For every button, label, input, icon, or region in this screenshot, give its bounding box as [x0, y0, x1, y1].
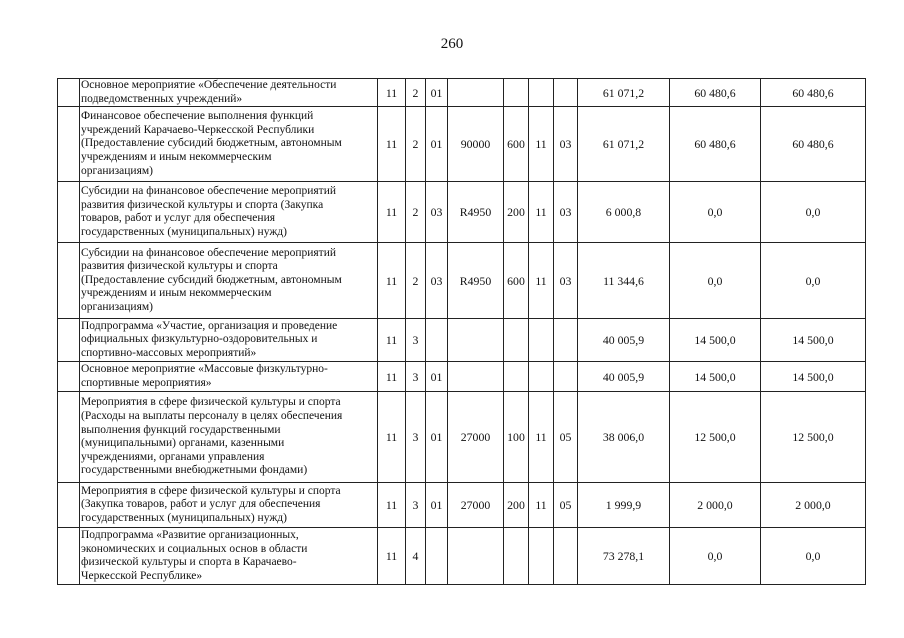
- table-row: [58, 483, 866, 528]
- row-name-cell: [80, 79, 378, 107]
- row-name-line: Подпрограмма «Участие, организация и проведение: [81, 319, 338, 332]
- amount-year1-cell: 40 005,9: [578, 319, 670, 362]
- row-name-cell: [80, 182, 378, 243]
- code-subchapter-cell: 03: [554, 243, 578, 319]
- code-section-cell: 11: [378, 79, 406, 107]
- row-margin-cell: [58, 319, 80, 362]
- row-name-line: учреждениями, органами управления: [81, 450, 265, 463]
- code-expense-type-cell: 200: [504, 182, 529, 243]
- code-program-cell: 01: [426, 483, 448, 528]
- code-expense-type-cell: [504, 79, 529, 107]
- budget-table: [57, 78, 866, 585]
- code-target-cell: 27000: [448, 392, 504, 483]
- code-target-cell: [448, 319, 504, 362]
- code-subsection-cell: 4: [406, 528, 426, 585]
- amount-year2-cell: 60 480,6: [670, 107, 761, 182]
- code-subsection-cell: 2: [406, 243, 426, 319]
- code-subsection-cell: 2: [406, 79, 426, 107]
- code-subsection-cell: 2: [406, 182, 426, 243]
- row-name-line: экономических и социальных основ в области: [81, 542, 308, 555]
- row-name-line: учреждениям и иным некоммерческим: [81, 150, 272, 163]
- amount-year1-cell: 73 278,1: [578, 528, 670, 585]
- row-name-line: Мероприятия в сфере физической культуры и спорта: [81, 484, 341, 497]
- amount-year2-cell: 14 500,0: [670, 319, 761, 362]
- table-row: [58, 243, 866, 319]
- row-name-cell: [80, 392, 378, 483]
- code-chapter-cell: 11: [529, 107, 554, 182]
- code-chapter-cell: 11: [529, 392, 554, 483]
- code-target-cell: [448, 79, 504, 107]
- row-name-line: государственных (муниципальных) нужд): [81, 225, 287, 238]
- amount-year3-cell: 14 500,0: [761, 319, 866, 362]
- row-name-line: Субсидии на финансовое обеспечение мероприятий: [81, 246, 337, 259]
- code-subsection-cell: 3: [406, 319, 426, 362]
- code-expense-type-cell: 100: [504, 392, 529, 483]
- row-margin-cell: [58, 392, 80, 483]
- amount-year2-cell: 14 500,0: [670, 362, 761, 392]
- code-subsection-cell: 3: [406, 392, 426, 483]
- table-row: [58, 79, 866, 107]
- code-chapter-cell: [529, 528, 554, 585]
- amount-year3-cell: 60 480,6: [761, 79, 866, 107]
- code-program-cell: 01: [426, 362, 448, 392]
- row-name-line: Основное мероприятие «Массовые физкультурно-: [81, 363, 328, 376]
- row-name-line: Субсидии на финансовое обеспечение мероприятий: [81, 185, 337, 197]
- table-row: [58, 528, 866, 585]
- row-name-line: Подпрограмма «Развитие организационных,: [81, 529, 299, 541]
- row-name-line: официальных физкультурно-оздоровительных и: [81, 333, 318, 346]
- amount-year3-cell: 0,0: [761, 243, 866, 319]
- code-subchapter-cell: [554, 79, 578, 107]
- row-name-line: организациям): [81, 301, 153, 314]
- row-name-cell: [80, 107, 378, 182]
- code-section-cell: 11: [378, 107, 406, 182]
- row-name-line: (Закупка товаров, работ и услуг для обеспечения: [81, 498, 321, 511]
- row-name-line: развития физической культуры и спорта: [81, 260, 278, 273]
- amount-year1-cell: 38 006,0: [578, 392, 670, 483]
- amount-year3-cell: 60 480,6: [761, 107, 866, 182]
- page-number: 260: [440, 36, 464, 52]
- amount-year3-cell: 0,0: [761, 182, 866, 243]
- amount-year1-cell: 11 344,6: [578, 243, 670, 319]
- amount-year3-cell: 2 000,0: [761, 483, 866, 528]
- code-target-cell: [448, 528, 504, 585]
- code-chapter-cell: 11: [529, 483, 554, 528]
- code-subsection-cell: 3: [406, 483, 426, 528]
- row-name-line: государственными внебюджетными фондами): [81, 464, 308, 477]
- row-margin-cell: [58, 107, 80, 182]
- amount-year3-cell: 12 500,0: [761, 392, 866, 483]
- row-name-line: Финансовое обеспечение выполнения функций: [81, 110, 314, 123]
- code-target-cell: [448, 362, 504, 392]
- code-section-cell: 11: [378, 362, 406, 392]
- code-section-cell: 11: [378, 243, 406, 319]
- code-section-cell: 11: [378, 182, 406, 243]
- row-name-line: выполнения функций государственными: [81, 423, 281, 436]
- row-name-line: (Предоставление субсидий бюджетным, автономным: [81, 137, 342, 150]
- row-margin-cell: [58, 483, 80, 528]
- amount-year3-cell: 0,0: [761, 528, 866, 585]
- row-margin-cell: [58, 362, 80, 392]
- code-chapter-cell: [529, 79, 554, 107]
- amount-year2-cell: 0,0: [670, 182, 761, 243]
- amount-year1-cell: 61 071,2: [578, 107, 670, 182]
- code-section-cell: 11: [378, 319, 406, 362]
- row-name-line: Черкесской Республике»: [81, 569, 203, 582]
- code-subsection-cell: 3: [406, 362, 426, 392]
- row-name-cell: [80, 243, 378, 319]
- row-name-line: учреждениям и иным некоммерческим: [81, 287, 272, 300]
- row-name-line: физической культуры и спорта в Карачаево-: [81, 556, 297, 569]
- row-name-line: (Предоставление субсидий бюджетным, автономным: [81, 273, 342, 286]
- amount-year1-cell: 40 005,9: [578, 362, 670, 392]
- code-program-cell: [426, 528, 448, 585]
- code-program-cell: 03: [426, 182, 448, 243]
- code-chapter-cell: [529, 319, 554, 362]
- code-subchapter-cell: 05: [554, 483, 578, 528]
- code-subchapter-cell: 03: [554, 182, 578, 243]
- code-section-cell: 11: [378, 528, 406, 585]
- amount-year2-cell: 12 500,0: [670, 392, 761, 483]
- code-chapter-cell: [529, 362, 554, 392]
- amount-year1-cell: 6 000,8: [578, 182, 670, 243]
- table-row: [58, 107, 866, 182]
- code-target-cell: R4950: [448, 182, 504, 243]
- code-expense-type-cell: 600: [504, 107, 529, 182]
- code-expense-type-cell: [504, 362, 529, 392]
- code-subchapter-cell: [554, 319, 578, 362]
- code-subchapter-cell: [554, 362, 578, 392]
- row-name-line: подведомственных учреждений»: [81, 92, 243, 105]
- row-name-line: Мероприятия в сфере физической культуры и спорта: [81, 396, 341, 409]
- row-name-line: учреждений Карачаево-Черкесской Республики: [81, 123, 315, 136]
- row-name-line: спортивно-массовых мероприятий»: [81, 346, 257, 359]
- code-section-cell: 11: [378, 483, 406, 528]
- row-margin-cell: [58, 79, 80, 107]
- table-row: [58, 319, 866, 362]
- row-name-line: государственных (муниципальных) нужд): [81, 511, 287, 524]
- row-margin-cell: [58, 182, 80, 243]
- row-name-line: спортивные мероприятия»: [81, 376, 212, 389]
- code-program-cell: 03: [426, 243, 448, 319]
- code-expense-type-cell: [504, 319, 529, 362]
- code-program-cell: 01: [426, 79, 448, 107]
- code-subsection-cell: 2: [406, 107, 426, 182]
- table-row: [58, 392, 866, 483]
- row-name-line: товаров, работ и услуг для обеспечения: [81, 212, 276, 225]
- amount-year3-cell: 14 500,0: [761, 362, 866, 392]
- row-margin-cell: [58, 528, 80, 585]
- code-program-cell: 01: [426, 392, 448, 483]
- row-name-line: (Расходы на выплаты персоналу в целях обеспечения: [81, 410, 343, 422]
- code-expense-type-cell: [504, 528, 529, 585]
- row-name-line: Основное мероприятие «Обеспечение деятельности: [81, 79, 337, 91]
- code-target-cell: R4950: [448, 243, 504, 319]
- amount-year2-cell: 0,0: [670, 243, 761, 319]
- amount-year1-cell: 61 071,2: [578, 79, 670, 107]
- row-name-cell: [80, 483, 378, 528]
- code-section-cell: 11: [378, 392, 406, 483]
- code-subchapter-cell: 05: [554, 392, 578, 483]
- row-name-line: развития физической культуры и спорта (Закупка: [81, 198, 324, 211]
- row-name-cell: [80, 362, 378, 392]
- code-target-cell: 90000: [448, 107, 504, 182]
- code-chapter-cell: 11: [529, 243, 554, 319]
- row-name-line: организациям): [81, 164, 153, 177]
- code-subchapter-cell: [554, 528, 578, 585]
- code-program-cell: 01: [426, 107, 448, 182]
- row-name-line: (муниципальными) органами, казенными: [81, 437, 285, 450]
- row-name-cell: [80, 528, 378, 585]
- code-expense-type-cell: 600: [504, 243, 529, 319]
- row-margin-cell: [58, 243, 80, 319]
- code-target-cell: 27000: [448, 483, 504, 528]
- code-program-cell: [426, 319, 448, 362]
- table-row: [58, 362, 866, 392]
- amount-year2-cell: 0,0: [670, 528, 761, 585]
- amount-year2-cell: 60 480,6: [670, 79, 761, 107]
- amount-year1-cell: 1 999,9: [578, 483, 670, 528]
- table-row: [58, 182, 866, 243]
- row-name-cell: [80, 319, 378, 362]
- code-subchapter-cell: 03: [554, 107, 578, 182]
- amount-year2-cell: 2 000,0: [670, 483, 761, 528]
- code-chapter-cell: 11: [529, 182, 554, 243]
- code-expense-type-cell: 200: [504, 483, 529, 528]
